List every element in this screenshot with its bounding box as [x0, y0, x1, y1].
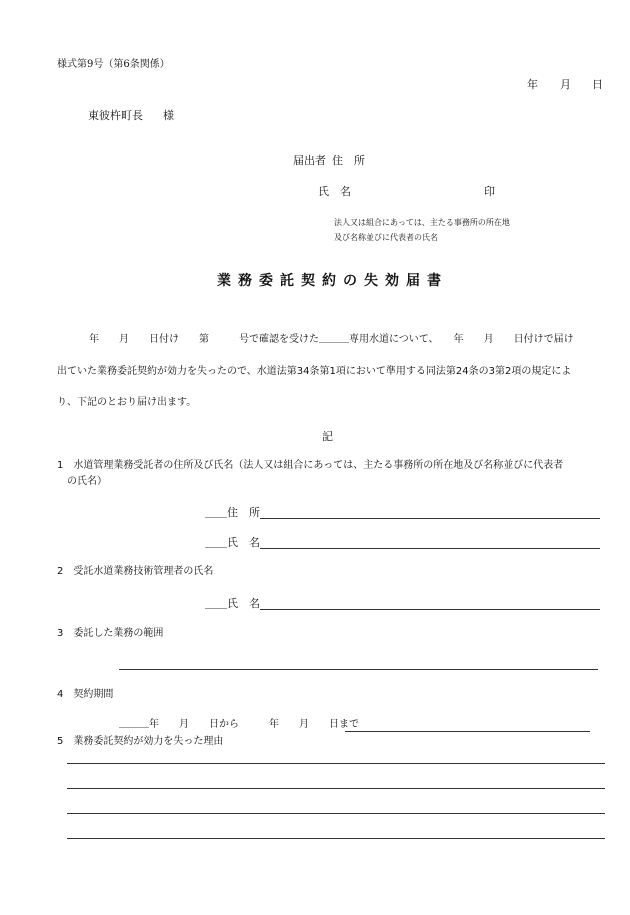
- form-number: 様式第9号（第6条関係）: [57, 59, 170, 70]
- item-5-line-4: [67, 838, 605, 839]
- item-1-name-label: ＿＿氏 名: [205, 536, 260, 549]
- item-4-heading: 4 契約期間: [57, 689, 114, 700]
- honorific: 様: [163, 109, 174, 122]
- addressee: 東彼杵町長: [88, 109, 143, 122]
- ki-mark: 記: [322, 430, 333, 443]
- date-day-label: 日: [592, 78, 603, 91]
- applicant-label: 届出者: [293, 154, 326, 167]
- item-4-period: ＿＿＿年 月 日から 年 月 日まで: [119, 719, 359, 730]
- item-2-name-label: ＿＿氏 名: [205, 597, 260, 610]
- item-5-heading: 5 業務委託契約が効力を失った理由: [57, 736, 224, 747]
- document-title: 業務委託契約の失効届書: [217, 273, 448, 289]
- item-3-heading: 3 委託した業務の範囲: [57, 628, 164, 639]
- applicant-name-label: 氏 名: [318, 185, 351, 198]
- item-1-address-line: [260, 518, 600, 519]
- item-5-line-3: [67, 813, 605, 814]
- item-1-heading-cont: の氏名）: [67, 476, 107, 487]
- item-5-line-1: [67, 763, 605, 764]
- body-line-1: 年 月 日付け 第 号で確認を受けた＿＿＿専用水道について、 年 月 日付けで届け: [89, 334, 574, 345]
- seal-mark: 印: [484, 185, 495, 198]
- applicant-address-label: 住 所: [332, 154, 365, 167]
- body-line-2: 出ていた業務委託契約が効力を失ったので、水道法第34条第1項において準用する同法第24条の3第2項の規定によ: [57, 366, 572, 377]
- applicant-note-line2: 及び名称並びに代表者の氏名: [334, 233, 438, 242]
- item-3-line: [119, 669, 598, 670]
- item-4-line: [345, 731, 590, 732]
- item-2-name-line: [260, 609, 600, 610]
- date-year-label: 年: [527, 78, 538, 91]
- item-5-line-2: [67, 788, 605, 789]
- item-2-heading: 2 受託水道業務技術管理者の氏名: [57, 566, 214, 577]
- date-month-label: 月: [560, 78, 571, 91]
- item-1-heading: 1 水道管理業務受託者の住所及び氏名（法人又は組合にあっては、主たる事務所の所在地及び名称並びに代表者: [57, 460, 564, 471]
- applicant-note-line1: 法人又は組合にあっては、主たる事務所の所在地: [334, 218, 510, 227]
- item-1-address-label: ＿＿住 所: [205, 506, 260, 519]
- body-line-3: り、下記のとおり届け出ます。: [57, 397, 197, 408]
- item-1-name-line: [260, 548, 600, 549]
